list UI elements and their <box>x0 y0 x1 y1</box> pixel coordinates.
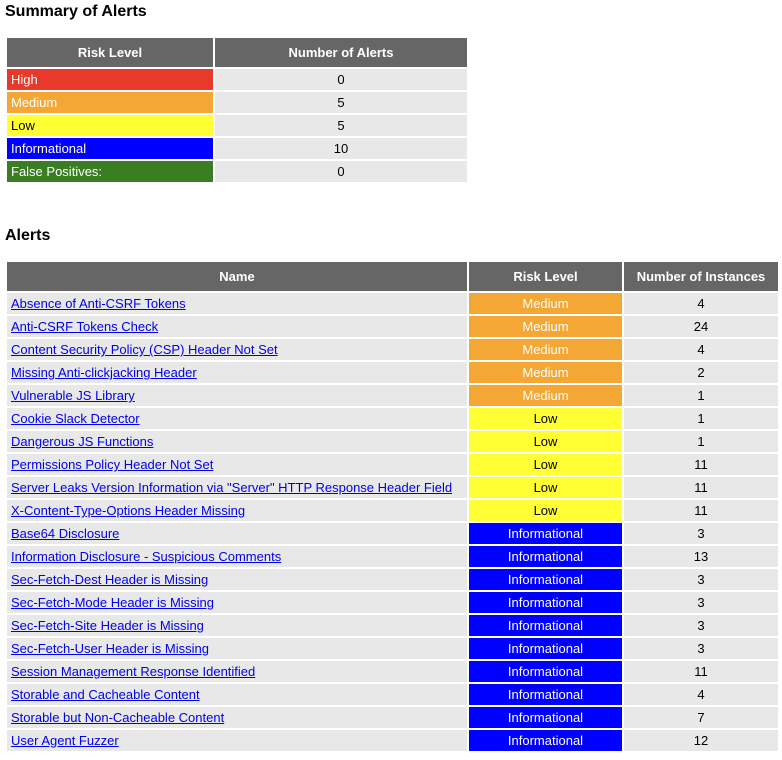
alert-name-cell <box>7 408 467 429</box>
alert-instance-count-cell: 3 <box>624 615 778 636</box>
alert-risk-level-cell: Informational <box>469 523 622 544</box>
alert-instance-count-cell: 7 <box>624 707 778 728</box>
summary-header-number-of-alerts: Number of Alerts <box>215 38 467 67</box>
alert-name-cell <box>7 546 467 567</box>
alert-instance-count-cell: 12 <box>624 730 778 751</box>
summary-risk-level-cell: Medium <box>7 92 213 113</box>
alert-name-link[interactable]: Sec-Fetch-Dest Header is Missing <box>11 572 209 587</box>
alert-risk-level-cell: Medium <box>469 362 622 383</box>
alert-row <box>7 592 778 613</box>
summary-table <box>5 36 469 184</box>
alert-name-link[interactable]: Storable but Non-Cacheable Content <box>11 710 225 725</box>
alert-risk-level-cell: Low <box>469 431 622 452</box>
alert-row <box>7 293 778 314</box>
alert-instance-count-cell: 11 <box>624 661 778 682</box>
alert-risk-level-cell: Medium <box>469 293 622 314</box>
alert-name-link[interactable]: Information Disclosure - Suspicious Comments <box>11 549 282 564</box>
summary-row <box>7 138 467 159</box>
alert-instance-count-cell: 11 <box>624 500 778 521</box>
alert-name-cell <box>7 730 467 751</box>
summary-row <box>7 115 467 136</box>
summary-alert-count-cell: 0 <box>215 69 467 90</box>
alert-name-link[interactable]: Base64 Disclosure <box>11 526 120 541</box>
alert-risk-level-cell: Informational <box>469 684 622 705</box>
alert-name-cell <box>7 523 467 544</box>
alert-name-cell <box>7 661 467 682</box>
summary-risk-level-cell: High <box>7 69 213 90</box>
alert-risk-level-cell: Informational <box>469 615 622 636</box>
alert-instance-count-cell: 1 <box>624 408 778 429</box>
summary-row <box>7 92 467 113</box>
alert-risk-level-cell: Medium <box>469 339 622 360</box>
alert-row <box>7 385 778 406</box>
alert-name-cell <box>7 454 467 475</box>
summary-alert-count-cell: 5 <box>215 92 467 113</box>
summary-alert-count-cell: 5 <box>215 115 467 136</box>
alert-risk-level-cell: Medium <box>469 316 622 337</box>
alerts-table <box>5 260 780 753</box>
alert-row <box>7 730 778 751</box>
alert-name-link[interactable]: X-Content-Type-Options Header Missing <box>11 503 246 518</box>
alert-name-cell <box>7 500 467 521</box>
alert-name-cell <box>7 638 467 659</box>
alert-name-cell <box>7 707 467 728</box>
alert-instance-count-cell: 4 <box>624 339 778 360</box>
alert-name-link[interactable]: Cookie Slack Detector <box>11 411 140 426</box>
alert-name-link[interactable]: Anti-CSRF Tokens Check <box>11 319 159 334</box>
alert-risk-level-cell: Informational <box>469 569 622 590</box>
alert-instance-count-cell: 3 <box>624 638 778 659</box>
alert-risk-level-cell: Informational <box>469 546 622 567</box>
alert-row <box>7 661 778 682</box>
alert-instance-count-cell: 3 <box>624 523 778 544</box>
alert-row <box>7 523 778 544</box>
alert-row <box>7 546 778 567</box>
alert-instance-count-cell: 24 <box>624 316 778 337</box>
alert-name-cell <box>7 615 467 636</box>
alerts-header-risk-level: Risk Level <box>469 262 622 291</box>
alert-risk-level-cell: Informational <box>469 730 622 751</box>
alert-risk-level-cell: Medium <box>469 385 622 406</box>
alerts-header-name: Name <box>7 262 467 291</box>
alert-row <box>7 638 778 659</box>
alert-name-cell <box>7 385 467 406</box>
alert-row <box>7 684 778 705</box>
summary-risk-level-cell: False Positives: <box>7 161 213 182</box>
alert-name-link[interactable]: Session Management Response Identified <box>11 664 256 679</box>
alert-row <box>7 408 778 429</box>
alert-name-link[interactable]: Vulnerable JS Library <box>11 388 135 403</box>
alert-row <box>7 339 778 360</box>
alert-name-cell <box>7 339 467 360</box>
alert-name-cell <box>7 431 467 452</box>
summary-row <box>7 69 467 90</box>
alert-instance-count-cell: 13 <box>624 546 778 567</box>
alert-risk-level-cell: Low <box>469 477 622 498</box>
alert-row <box>7 477 778 498</box>
alert-name-link[interactable]: Dangerous JS Functions <box>11 434 154 449</box>
alert-name-link[interactable]: Absence of Anti-CSRF Tokens <box>11 296 186 311</box>
summary-heading: Summary of Alerts <box>5 3 147 20</box>
alert-row <box>7 431 778 452</box>
alerts-heading: Alerts <box>5 227 51 244</box>
alert-name-cell <box>7 592 467 613</box>
alert-name-link[interactable]: Sec-Fetch-Site Header is Missing <box>11 618 204 633</box>
summary-alert-count-cell: 10 <box>215 138 467 159</box>
alert-risk-level-cell: Low <box>469 454 622 475</box>
summary-risk-level-cell: Low <box>7 115 213 136</box>
alert-name-link[interactable]: Storable and Cacheable Content <box>11 687 200 702</box>
alert-name-link[interactable]: Content Security Policy (CSP) Header Not Set <box>11 342 278 357</box>
alert-risk-level-cell: Informational <box>469 661 622 682</box>
alert-instance-count-cell: 1 <box>624 385 778 406</box>
alert-instance-count-cell: 11 <box>624 454 778 475</box>
alert-instance-count-cell: 4 <box>624 293 778 314</box>
alert-row <box>7 615 778 636</box>
alert-name-cell <box>7 362 467 383</box>
alert-risk-level-cell: Informational <box>469 592 622 613</box>
alert-instance-count-cell: 2 <box>624 362 778 383</box>
alert-name-link[interactable]: Permissions Policy Header Not Set <box>11 457 214 472</box>
alert-name-link[interactable]: Server Leaks Version Information via "Server" HTTP Response Header Field <box>11 480 453 495</box>
alert-risk-level-cell: Low <box>469 500 622 521</box>
summary-risk-level-cell: Informational <box>7 138 213 159</box>
alert-name-cell <box>7 569 467 590</box>
alert-instance-count-cell: 3 <box>624 569 778 590</box>
summary-alert-count-cell: 0 <box>215 161 467 182</box>
alert-name-cell <box>7 293 467 314</box>
alert-row <box>7 707 778 728</box>
alert-risk-level-cell: Informational <box>469 707 622 728</box>
alerts-header-row <box>7 262 778 291</box>
alert-name-link[interactable]: User Agent Fuzzer <box>11 733 119 748</box>
alert-risk-level-cell: Low <box>469 408 622 429</box>
alert-row <box>7 362 778 383</box>
alert-row <box>7 500 778 521</box>
alert-instance-count-cell: 1 <box>624 431 778 452</box>
alert-row <box>7 569 778 590</box>
summary-row <box>7 161 467 182</box>
summary-header-risk-level: Risk Level <box>7 38 213 67</box>
alert-name-link[interactable]: Sec-Fetch-Mode Header is Missing <box>11 595 215 610</box>
alert-instance-count-cell: 3 <box>624 592 778 613</box>
alert-row <box>7 316 778 337</box>
summary-header-row <box>7 38 467 67</box>
alert-name-link[interactable]: Sec-Fetch-User Header is Missing <box>11 641 209 656</box>
alert-name-cell <box>7 477 467 498</box>
alert-risk-level-cell: Informational <box>469 638 622 659</box>
alert-instance-count-cell: 4 <box>624 684 778 705</box>
alert-name-cell <box>7 316 467 337</box>
alerts-header-number-of-instances: Number of Instances <box>624 262 778 291</box>
alert-row <box>7 454 778 475</box>
alert-name-cell <box>7 684 467 705</box>
alert-instance-count-cell: 11 <box>624 477 778 498</box>
alert-name-link[interactable]: Missing Anti-clickjacking Header <box>11 365 197 380</box>
